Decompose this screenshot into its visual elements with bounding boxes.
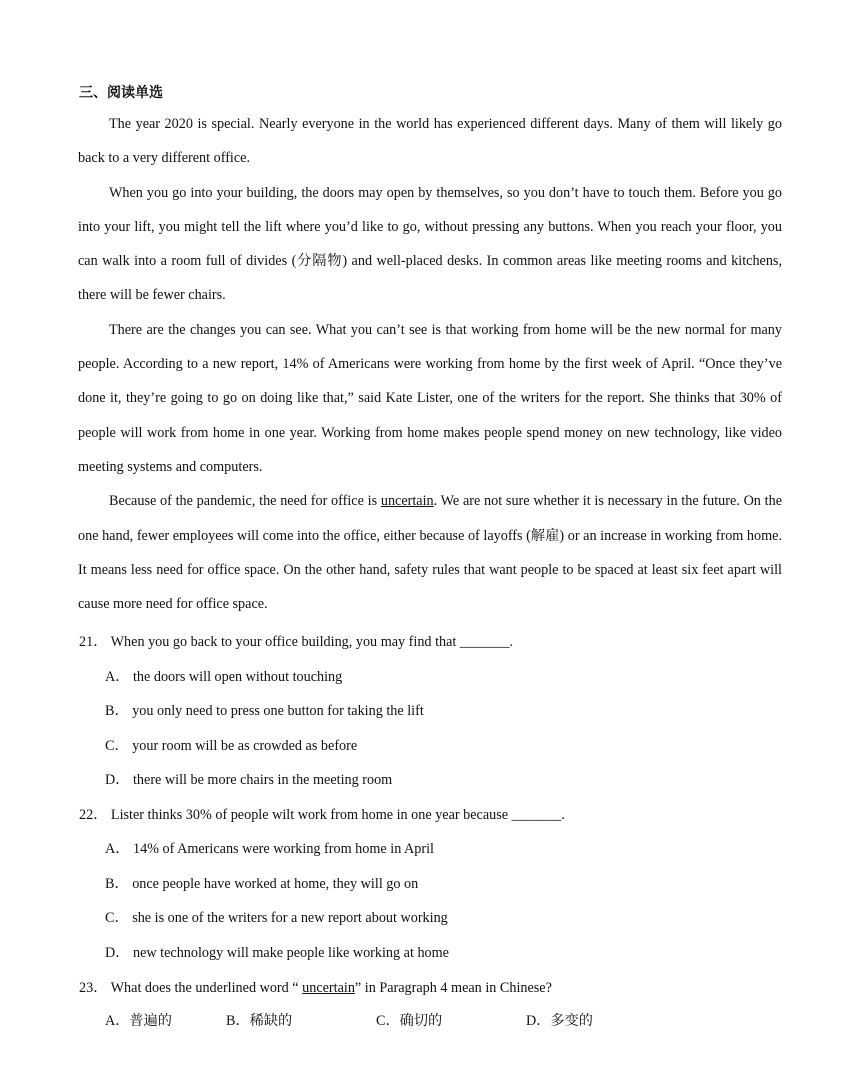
section-heading: 三、阅读单选 (79, 85, 163, 101)
paragraph-4-text-before: Because of the pandemic, the need for office is (109, 493, 381, 510)
q23-option-d[interactable]: D．多变的 (526, 1013, 593, 1029)
q23-text-before: 23． What does the underlined word “ (79, 980, 303, 996)
q22-option-c[interactable]: C． she is one of the writers for a new report about working (105, 910, 448, 926)
q21-option-a[interactable]: A． the doors will open without touching (105, 669, 343, 685)
q22-option-a[interactable]: A． 14% of Americans were working from home in April (105, 841, 434, 857)
paragraph-2: When you go into your building, the doors may open by themselves, so you don’t have to touch them. Before you go into your lift, you might tell the lift where you’d like to go, without pressing any buttons. When you reach your floor, you can walk into a room full of divides (分隔物) and well-placed desks. In common areas like meeting rooms and kitchens, there will be fewer chairs. (78, 184, 782, 304)
paragraph-1: The year 2020 is special. Nearly everyone in the world has experienced different days. Many of them will likely go back to a very different office. (78, 116, 782, 167)
question-21: 21． When you go back to your office building, you may find that _______. (79, 634, 514, 650)
q22-option-b[interactable]: B． once people have worked at home, they will go on (105, 876, 419, 892)
q23-option-c[interactable]: C．确切的 (376, 1013, 443, 1029)
q21-option-d[interactable]: D． there will be more chairs in the meeting room (105, 772, 393, 788)
q22-option-d[interactable]: D． new technology will make people like working at home (105, 945, 449, 961)
underlined-word: uncertain (380, 493, 434, 510)
question-23 (79, 977, 552, 997)
question-22: 22． Lister thinks 30% of people wilt work from home in one year because _______. (79, 807, 565, 823)
reading-passage (78, 107, 782, 621)
paragraph-4-text-after: . We are not sure whether it is necessary in the future. On the one hand, fewer employees will come into the office, either because of layoffs (解雇) or an increase in working from home. It means less need for office space. On the other hand, safety rules that want people to be spaced at least six feet apart will cause more need for office space. (78, 493, 782, 613)
q23-option-a[interactable]: A．普遍的 (105, 1013, 172, 1029)
q23-underlined-word: uncertain (302, 980, 355, 996)
paragraph-4 (78, 484, 782, 621)
q23-text-after: ” in Paragraph 4 mean in Chinese? (354, 980, 552, 996)
q21-option-c[interactable]: C． your room will be as crowded as before (105, 738, 358, 754)
paragraph-3: There are the changes you can see. What you can’t see is that working from home will be the new normal for many people. According to a new report, 14% of Americans were working from home by the first week of April. “Once they’ve done it, they’re going to go on doing like that,” said Kate Lister, one of the writers for the report. She thinks that 30% of people will work from home in one year. Working from home makes people spend money on new technology, like video meeting systems and computers. (78, 321, 782, 475)
q21-option-b[interactable]: B． you only need to press one button for taking the lift (105, 703, 424, 719)
q23-option-b[interactable]: B．稀缺的 (226, 1013, 293, 1029)
